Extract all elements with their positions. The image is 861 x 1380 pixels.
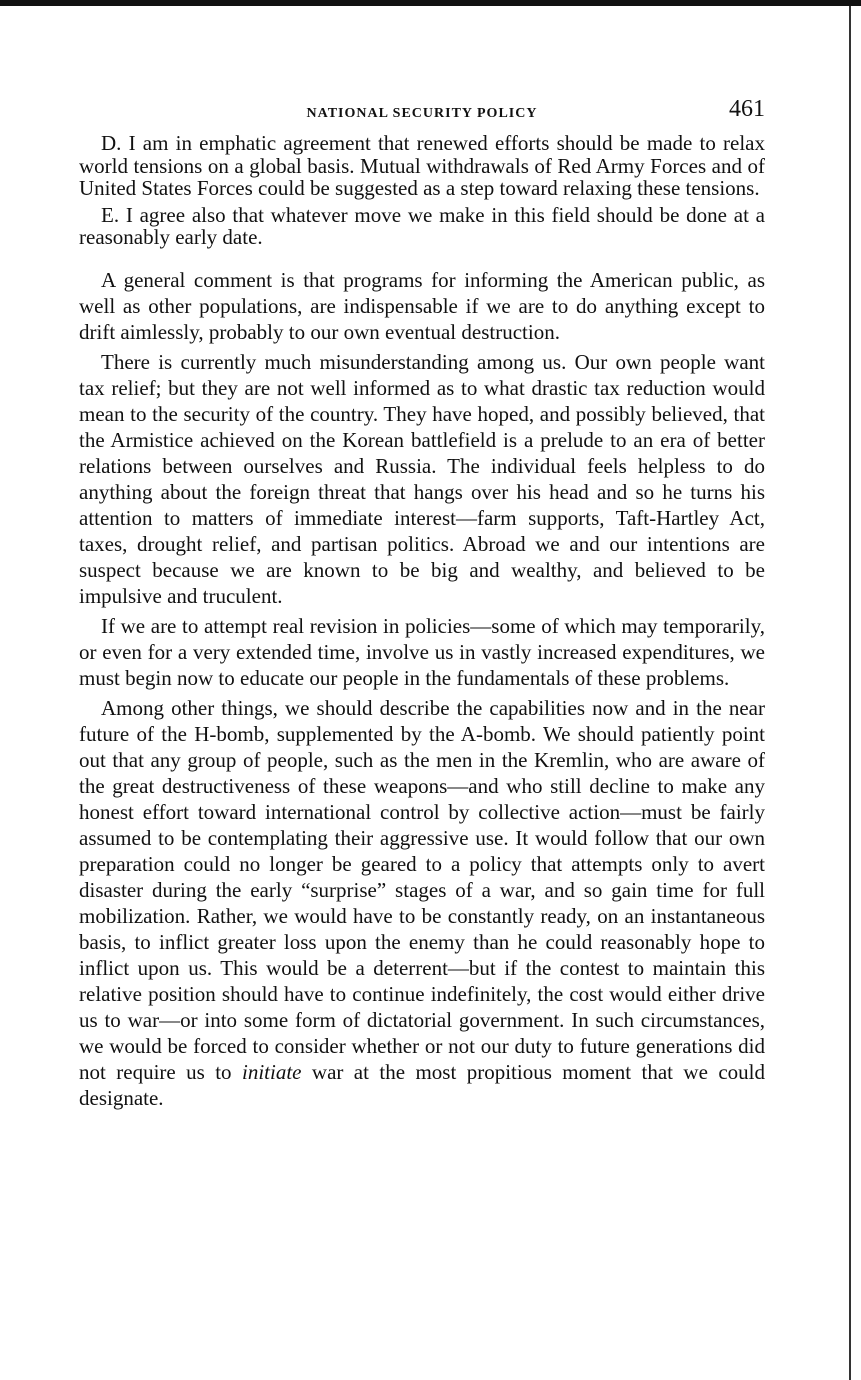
paragraph-capabilities-tail: war at the most propitious moment that we could designate.	[79, 1059, 765, 1110]
paragraph-general-comment: A general comment is that programs for informing the American public, as well as other populations, are indispensable if we are to do anything except to drift aimlessly, probably to our own eventual destruction.	[79, 267, 765, 344]
paragraph-capabilities	[79, 695, 765, 1111]
emphasis-initiate: initiate	[241, 1059, 302, 1084]
document-page	[79, 96, 765, 1115]
body-text	[79, 267, 765, 1111]
page-header	[79, 96, 765, 132]
page-right-edge	[849, 6, 851, 1380]
page-top-border	[0, 0, 861, 6]
paragraph-policy-revision: If we are to attempt real revision in policies—some of which may temporarily, or even for a very extended time, involve us in vastly increased expenditures, we must begin now to educate our people in the fundamentals of these problems.	[79, 613, 765, 690]
paragraph-capabilities-text: Among other things, we should describe the capabilities now and in the near future of the H-bomb, supplemented by the A-bomb. We should patiently point out that any group of people, such as the men in the Kremlin, who are aware of the great destructiveness of these weapons—and who still decline to make any honest effort toward international control by collective action—must be fairly assumed to be contemplating their aggressive use. It would follow that our own preparation could no longer be geared to a policy that attempts only to avert disaster during the early “surprise” stages of a war, and so gain time for full mobilization. Rather, we would have to be constantly ready, on an instantaneous basis, to inflict greater loss upon the enemy than he could reasonably hope to inflict upon us. This would be a deterrent—but if the contest to maintain this relative position should have to continue indefinitely, the cost would either drive us to war—or into some form of dictatorial government. In such circumstances, we would be forced to consider whether or not our duty to future generations did not require us to	[79, 695, 765, 1084]
running-title: NATIONAL SECURITY POLICY	[306, 106, 538, 121]
paragraph-misunderstanding: There is currently much misunderstanding among us. Our own people want tax relief; but they are not well informed as to what drastic tax reduction would mean to the security of the country. They have hoped, and possibly believed, that the Armistice achieved on the Korean battlefield is a prelude to an era of better relations between ourselves and Russia. The individual feels helpless to do anything about the foreign threat that hangs over his head and so he turns his attention to matters of immediate interest—farm supports, Taft-Hartley Act, taxes, drought relief, and partisan politics. Abroad we and our intentions are suspect because we are known to be big and wealthy, and believed to be impulsive and truculent.	[79, 349, 765, 608]
recommendation-d: D. I am in emphatic agreement that renewed efforts should be made to relax world tensions on a global basis. Mutual withdrawals of Red Army Forces and of United States Forces could be suggested as a step toward relaxing these tensions.	[79, 131, 765, 200]
recommendations-block	[79, 132, 765, 249]
recommendation-e: E. I agree also that whatever move we make in this field should be done at a reasonably early date.	[79, 202, 765, 249]
page-number: 461	[729, 96, 765, 122]
